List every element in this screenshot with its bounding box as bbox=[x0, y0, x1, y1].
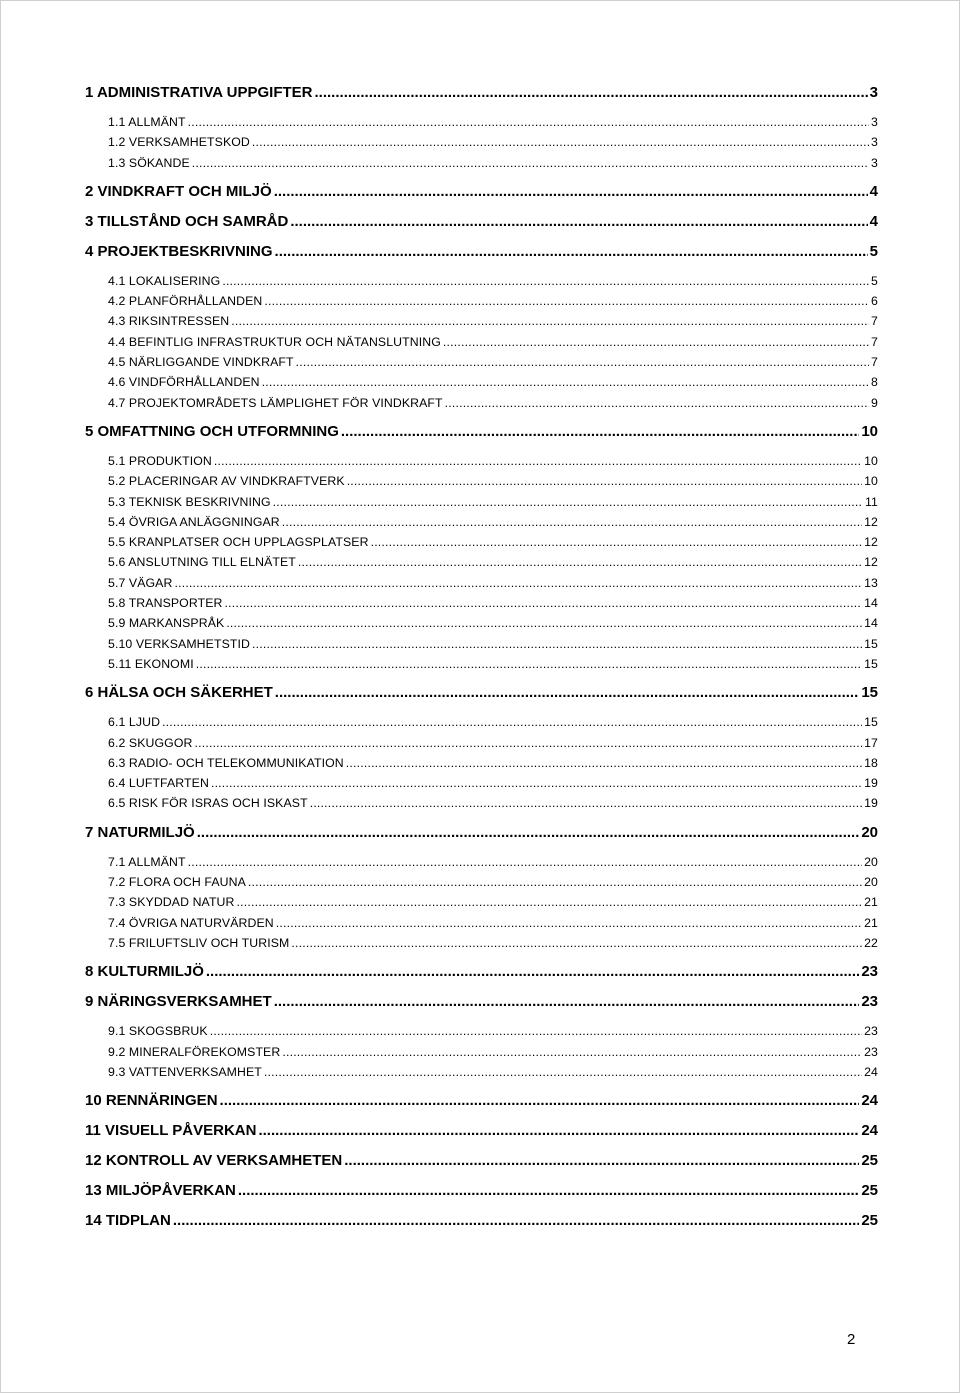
toc-dot-leader bbox=[258, 1118, 859, 1144]
toc-dot-leader bbox=[252, 132, 869, 152]
toc-subsection-entry[interactable] bbox=[85, 1042, 878, 1062]
toc-dot-leader bbox=[344, 1148, 859, 1174]
toc-entry-page: 23 bbox=[864, 1024, 878, 1039]
toc-entry-page: 20 bbox=[864, 875, 878, 890]
toc-entry-title: 6.2 SKUGGOR bbox=[108, 735, 193, 750]
toc-entry-page: 15 bbox=[864, 656, 878, 671]
toc-dot-leader bbox=[371, 532, 863, 552]
toc-entry-title: 7.2 FLORA OCH FAUNA bbox=[108, 875, 246, 890]
toc-dot-leader bbox=[222, 271, 869, 291]
toc-entry-title: 1.1 ALLMÄNT bbox=[108, 115, 186, 129]
toc-subsection-entry[interactable] bbox=[85, 913, 878, 933]
toc-subsection-entry[interactable] bbox=[85, 271, 878, 291]
toc-subsection-entry[interactable] bbox=[85, 471, 878, 491]
toc-dot-leader bbox=[443, 332, 869, 352]
toc-dot-leader bbox=[231, 311, 869, 331]
toc-subsection-entry[interactable] bbox=[85, 613, 878, 633]
toc-entry-title: 7.5 FRILUFTSLIV OCH TURISM bbox=[108, 935, 290, 950]
toc-entry-title: 6.4 LUFTFARTEN bbox=[108, 776, 209, 791]
toc-entry-title: 8 KULTURMILJÖ bbox=[85, 963, 204, 981]
toc-subsection-entry[interactable] bbox=[85, 1062, 878, 1082]
toc-subsection-entry[interactable] bbox=[85, 733, 878, 753]
toc-section-entry[interactable] bbox=[85, 239, 878, 269]
toc-entry-page: 24 bbox=[861, 1092, 878, 1110]
toc-subsection-entry[interactable] bbox=[85, 712, 878, 732]
toc-entry-page: 6 bbox=[871, 294, 878, 309]
toc-entry-title: 6.3 RADIO- OCH TELEKOMMUNIKATION bbox=[108, 755, 344, 770]
toc-dot-leader bbox=[315, 80, 868, 106]
toc-subsection-entry[interactable] bbox=[85, 132, 878, 152]
toc-entry-page: 5 bbox=[871, 273, 878, 288]
toc-entry-page: 24 bbox=[864, 1064, 878, 1079]
toc-subsection-entry[interactable] bbox=[85, 532, 878, 552]
toc-dot-leader bbox=[347, 471, 862, 491]
toc-entry-title: 5.5 KRANPLATSER OCH UPPLAGSPLATSER bbox=[108, 535, 369, 550]
toc-entry-page: 13 bbox=[864, 575, 878, 590]
toc-entry-page: 20 bbox=[861, 823, 878, 841]
toc-dot-leader bbox=[264, 291, 869, 311]
toc-entry-title: 9.2 MINERALFÖREKOMSTER bbox=[108, 1044, 281, 1059]
toc-dot-leader bbox=[262, 372, 869, 392]
toc-dot-leader bbox=[162, 712, 862, 732]
toc-entry-page: 4 bbox=[869, 212, 878, 230]
toc-entry-title: 5.8 TRANSPORTER bbox=[108, 596, 223, 611]
toc-entry-title: 7.3 SKYDDAD NATUR bbox=[108, 895, 235, 910]
toc-entry-page: 23 bbox=[861, 963, 878, 981]
toc-subsection-entry[interactable] bbox=[85, 573, 878, 593]
toc-dot-leader bbox=[291, 933, 862, 953]
toc-dot-leader bbox=[224, 593, 862, 613]
toc-entry-page: 22 bbox=[864, 935, 878, 950]
toc-entry-title: 1.3 SÖKANDE bbox=[108, 155, 190, 170]
toc-entry-title: 2 VINDKRAFT OCH MILJÖ bbox=[85, 182, 272, 200]
toc-entry-page: 19 bbox=[864, 776, 878, 791]
toc-dot-leader bbox=[206, 959, 859, 985]
toc-dot-leader bbox=[445, 393, 869, 413]
toc-entry-title: 14 TIDPLAN bbox=[85, 1212, 171, 1230]
toc-dot-leader bbox=[282, 512, 862, 532]
toc-section-entry[interactable] bbox=[85, 1148, 878, 1178]
toc-entry-title: 12 KONTROLL AV VERKSAMHETEN bbox=[85, 1152, 343, 1170]
toc-dot-leader bbox=[296, 352, 869, 372]
toc-dot-leader bbox=[174, 573, 862, 593]
toc-dot-leader bbox=[192, 153, 869, 173]
table-of-contents bbox=[85, 80, 878, 1238]
toc-entry-page: 14 bbox=[864, 596, 878, 611]
toc-entry-title: 4.7 PROJEKTOMRÅDETS LÄMPLIGHET FÖR VINDKRAFT bbox=[108, 395, 443, 410]
toc-subsection-entry[interactable] bbox=[85, 492, 878, 512]
toc-section-entry[interactable] bbox=[85, 959, 878, 989]
toc-dot-leader bbox=[211, 773, 862, 793]
toc-entry-title: 3 TILLSTÅND OCH SAMRÅD bbox=[85, 212, 289, 230]
toc-dot-leader bbox=[188, 852, 862, 872]
toc-entry-title: 10 RENNÄRINGEN bbox=[85, 1092, 218, 1110]
toc-entry-title: 6.5 RISK FÖR ISRAS OCH ISKAST bbox=[108, 796, 308, 811]
toc-section-entry[interactable] bbox=[85, 1118, 878, 1148]
toc-subsection-entry[interactable] bbox=[85, 332, 878, 352]
toc-entry-page: 23 bbox=[864, 1044, 878, 1059]
toc-section-entry[interactable] bbox=[85, 80, 878, 110]
toc-dot-leader bbox=[197, 820, 860, 846]
toc-subsection-entry[interactable] bbox=[85, 153, 878, 173]
toc-dot-leader bbox=[290, 209, 867, 235]
toc-subsection-entry[interactable] bbox=[85, 512, 878, 532]
toc-subsection-entry[interactable] bbox=[85, 112, 878, 132]
toc-entry-page: 7 bbox=[871, 355, 878, 370]
toc-subsection-entry[interactable] bbox=[85, 451, 878, 471]
toc-entry-page: 3 bbox=[871, 115, 878, 129]
toc-section-entry[interactable] bbox=[85, 989, 878, 1019]
toc-entry-title: 4.6 VINDFÖRHÅLLANDEN bbox=[108, 375, 260, 390]
toc-section-entry[interactable] bbox=[85, 1208, 878, 1238]
toc-dot-leader bbox=[346, 753, 862, 773]
toc-entry-title: 5.11 EKONOMI bbox=[108, 656, 194, 671]
toc-entry-page: 21 bbox=[864, 915, 878, 930]
toc-entry-page: 8 bbox=[871, 375, 878, 390]
toc-subsection-entry[interactable] bbox=[85, 634, 878, 654]
toc-subsection-entry[interactable] bbox=[85, 352, 878, 372]
toc-entry-page: 11 bbox=[865, 494, 878, 509]
toc-section-entry[interactable] bbox=[85, 680, 878, 710]
toc-entry-title: 4.1 LOKALISERING bbox=[108, 273, 221, 288]
toc-entry-title: 5 OMFATTNING OCH UTFORMNING bbox=[85, 422, 339, 440]
toc-entry-title: 7.4 ÖVRIGA NATURVÄRDEN bbox=[108, 915, 274, 930]
toc-entry-page: 12 bbox=[864, 514, 878, 529]
toc-entry-page: 25 bbox=[861, 1212, 878, 1230]
toc-dot-leader bbox=[237, 892, 863, 912]
toc-section-entry[interactable] bbox=[85, 820, 878, 850]
toc-subsection-entry[interactable] bbox=[85, 552, 878, 572]
toc-entry-page: 14 bbox=[864, 616, 878, 631]
toc-dot-leader bbox=[282, 1042, 862, 1062]
toc-dot-leader bbox=[273, 492, 863, 512]
toc-subsection-entry[interactable] bbox=[85, 372, 878, 392]
toc-dot-leader bbox=[220, 1088, 860, 1114]
toc-entry-page: 15 bbox=[861, 684, 878, 702]
toc-subsection-entry[interactable] bbox=[85, 872, 878, 892]
toc-section-entry[interactable] bbox=[85, 419, 878, 449]
toc-entry-title: 5.1 PRODUKTION bbox=[108, 453, 212, 468]
toc-entry-title: 5.10 VERKSAMHETSTID bbox=[108, 636, 250, 651]
toc-entry-title: 1.2 VERKSAMHETSKOD bbox=[108, 135, 250, 150]
toc-dot-leader bbox=[275, 680, 860, 706]
toc-entry-page: 20 bbox=[864, 854, 878, 869]
toc-subsection-entry[interactable] bbox=[85, 393, 878, 413]
toc-entry-title: 5.4 ÖVRIGA ANLÄGGNINGAR bbox=[108, 514, 280, 529]
toc-entry-title: 4.3 RIKSINTRESSEN bbox=[108, 314, 230, 329]
toc-subsection-entry[interactable] bbox=[85, 793, 878, 813]
toc-dot-leader bbox=[298, 552, 862, 572]
toc-section-entry[interactable] bbox=[85, 1088, 878, 1118]
toc-subsection-entry[interactable] bbox=[85, 1021, 878, 1041]
toc-entry-title: 1 ADMINISTRATIVA UPPGIFTER bbox=[85, 84, 313, 101]
toc-dot-leader bbox=[275, 239, 868, 265]
toc-entry-page: 15 bbox=[864, 636, 878, 651]
toc-dot-leader bbox=[310, 793, 862, 813]
toc-entry-page: 17 bbox=[864, 735, 878, 750]
toc-entry-title: 9.3 VATTENVERKSAMHET bbox=[108, 1064, 262, 1079]
toc-entry-title: 6.1 LJUD bbox=[108, 715, 161, 730]
toc-subsection-entry[interactable] bbox=[85, 753, 878, 773]
toc-entry-title: 5.7 VÄGAR bbox=[108, 575, 173, 590]
toc-subsection-entry[interactable] bbox=[85, 892, 878, 912]
toc-subsection-entry[interactable] bbox=[85, 933, 878, 953]
page-number: 2 bbox=[847, 1331, 856, 1348]
toc-entry-title: 9 NÄRINGSVERKSAMHET bbox=[85, 993, 272, 1011]
toc-entry-page: 7 bbox=[871, 314, 878, 329]
toc-entry-page: 4 bbox=[869, 182, 878, 200]
toc-entry-page: 10 bbox=[861, 422, 878, 440]
toc-entry-title: 7 NATURMILJÖ bbox=[85, 823, 195, 841]
toc-dot-leader bbox=[194, 733, 862, 753]
toc-entry-title: 4.5 NÄRLIGGANDE VINDKRAFT bbox=[108, 355, 294, 370]
toc-dot-leader bbox=[341, 419, 859, 445]
toc-dot-leader bbox=[188, 112, 869, 132]
toc-entry-page: 25 bbox=[861, 1152, 878, 1170]
toc-subsection-entry[interactable] bbox=[85, 311, 878, 331]
toc-dot-leader bbox=[196, 654, 862, 674]
toc-entry-title: 5.3 TEKNISK BESKRIVNING bbox=[108, 494, 271, 509]
toc-entry-page: 3 bbox=[871, 155, 878, 170]
toc-entry-page: 18 bbox=[864, 755, 878, 770]
toc-dot-leader bbox=[214, 451, 862, 471]
toc-dot-leader bbox=[173, 1208, 859, 1234]
toc-entry-title: 4.4 BEFINTLIG INFRASTRUKTUR OCH NÄTANSLUTNING bbox=[108, 334, 441, 349]
toc-subsection-entry[interactable] bbox=[85, 593, 878, 613]
toc-dot-leader bbox=[274, 989, 860, 1015]
toc-entry-page: 3 bbox=[869, 84, 878, 101]
toc-entry-page: 21 bbox=[864, 895, 878, 910]
toc-entry-page: 25 bbox=[861, 1182, 878, 1200]
toc-subsection-entry[interactable] bbox=[85, 654, 878, 674]
toc-section-entry[interactable] bbox=[85, 209, 878, 239]
toc-subsection-entry[interactable] bbox=[85, 291, 878, 311]
toc-entry-title: 9.1 SKOGSBRUK bbox=[108, 1024, 208, 1039]
toc-dot-leader bbox=[226, 613, 862, 633]
toc-dot-leader bbox=[210, 1021, 862, 1041]
toc-entry-page: 7 bbox=[871, 334, 878, 349]
toc-entry-title: 6 HÄLSA OCH SÄKERHET bbox=[85, 684, 273, 702]
toc-entry-page: 15 bbox=[864, 715, 878, 730]
toc-entry-title: 13 MILJÖPÅVERKAN bbox=[85, 1182, 236, 1200]
toc-entry-title: 5.9 MARKANSPRÅK bbox=[108, 616, 225, 631]
toc-entry-page: 24 bbox=[861, 1122, 878, 1140]
toc-subsection-entry[interactable] bbox=[85, 852, 878, 872]
toc-entry-title: 4.2 PLANFÖRHÅLLANDEN bbox=[108, 294, 263, 309]
toc-entry-page: 10 bbox=[864, 453, 878, 468]
toc-section-entry[interactable] bbox=[85, 179, 878, 209]
toc-entry-title: 5.2 PLACERINGAR AV VINDKRAFTVERK bbox=[108, 474, 345, 489]
toc-dot-leader bbox=[274, 179, 868, 205]
toc-dot-leader bbox=[276, 913, 862, 933]
toc-entry-title: 11 VISUELL PÅVERKAN bbox=[85, 1122, 257, 1140]
toc-dot-leader bbox=[252, 634, 862, 654]
toc-entry-title: 4 PROJEKTBESKRIVNING bbox=[85, 242, 273, 260]
toc-entry-page: 9 bbox=[871, 395, 878, 410]
toc-dot-leader bbox=[264, 1062, 862, 1082]
toc-entry-page: 23 bbox=[861, 993, 878, 1011]
toc-entry-title: 5.6 ANSLUTNING TILL ELNÄTET bbox=[108, 555, 296, 570]
toc-entry-page: 19 bbox=[864, 796, 878, 811]
toc-section-entry[interactable] bbox=[85, 1178, 878, 1208]
toc-entry-title: 7.1 ALLMÄNT bbox=[108, 854, 186, 869]
toc-entry-page: 3 bbox=[871, 135, 878, 150]
toc-entry-page: 10 bbox=[864, 474, 878, 489]
toc-dot-leader bbox=[248, 872, 862, 892]
toc-entry-page: 12 bbox=[864, 555, 878, 570]
toc-entry-page: 12 bbox=[864, 535, 878, 550]
toc-dot-leader bbox=[238, 1178, 859, 1204]
toc-entry-page: 5 bbox=[869, 242, 878, 260]
toc-subsection-entry[interactable] bbox=[85, 773, 878, 793]
